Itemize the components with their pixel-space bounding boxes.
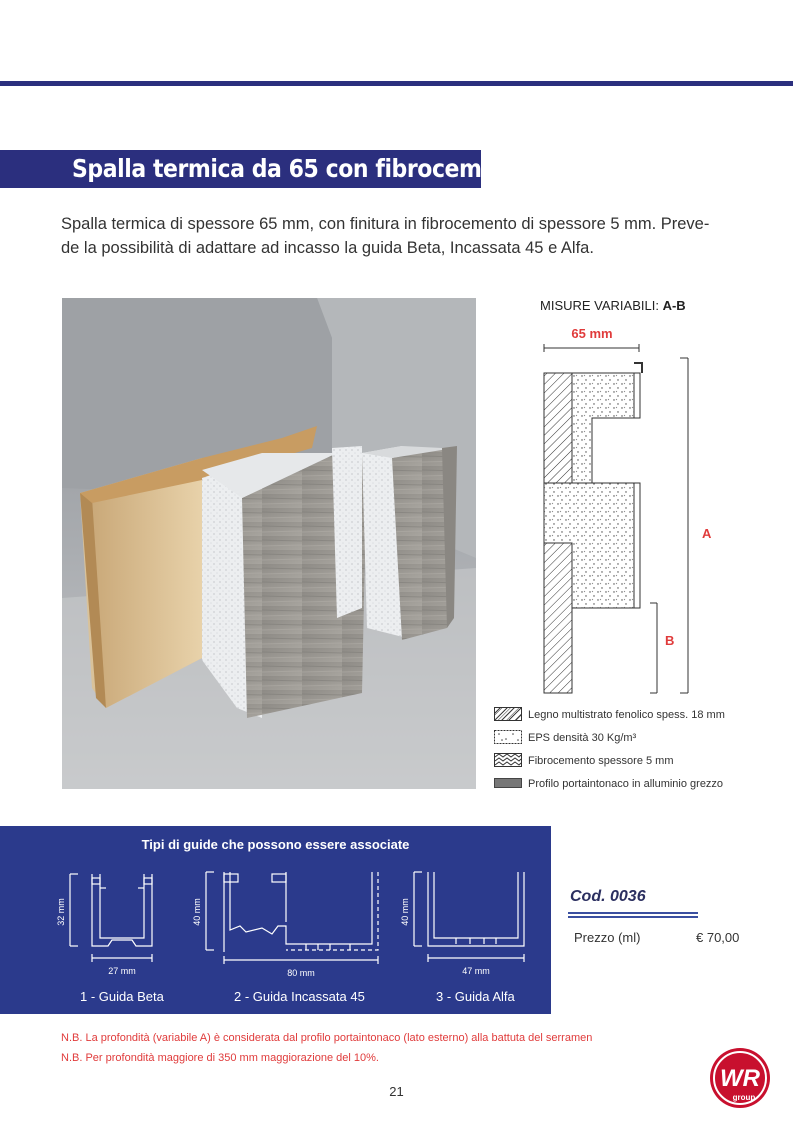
price-value: € 70,00 — [696, 930, 740, 945]
guida-alfa-name: 3 - Guida Alfa — [436, 989, 515, 1004]
width-dimension-label: 65 mm — [571, 326, 613, 341]
guides-panel — [0, 826, 551, 1014]
guida-alfa-width: 47 mm — [462, 966, 490, 976]
description-line-1: Spalla termica di spessore 65 mm, con finitura in fibrocemento di spessore 5 mm. Preve- — [61, 215, 710, 233]
product-code: Cod. 0036 — [570, 888, 646, 905]
guida-beta-name: 1 - Guida Beta — [80, 989, 164, 1004]
guides-drawings — [0, 826, 551, 986]
guida-incassata-height: 40 mm — [192, 898, 202, 926]
guida-incassata-name: 2 - Guida Incassata 45 — [234, 989, 365, 1004]
guides-heading: Tipi di guide che possono essere associate — [141, 837, 410, 852]
dots-icon — [494, 730, 522, 744]
hatch-diagonal-icon — [494, 707, 522, 721]
description — [61, 212, 741, 260]
top-rule — [0, 81, 793, 86]
product-render-image — [62, 298, 476, 789]
guida-incassata-45-profile-icon — [224, 872, 378, 952]
section-drawing — [500, 318, 730, 703]
guida-beta-width: 27 mm — [108, 966, 136, 976]
svg-text:WR: WR — [720, 1065, 760, 1092]
page-title: Spalla termica da 65 con fibrocemento — [72, 154, 536, 183]
guida-alfa-profile-icon — [428, 872, 524, 946]
note-2: N.B. Per profondità maggiore di 350 mm maggiorazione del 10%. — [61, 1052, 379, 1064]
wr-group-logo — [706, 1046, 776, 1110]
product-code-underline — [568, 912, 698, 920]
dimension-b-label: B — [665, 633, 675, 648]
guida-alfa-height: 40 mm — [400, 898, 410, 926]
misure-variabili-label: MISURE VARIABILI: A-B — [540, 298, 686, 313]
guida-beta-profile-icon — [92, 874, 152, 946]
guida-beta-height: 32 mm — [56, 898, 66, 926]
guida-incassata-width: 80 mm — [287, 968, 315, 978]
zigzag-icon — [494, 753, 522, 767]
solid-grey-icon — [494, 776, 522, 790]
svg-text:group: group — [732, 1093, 756, 1102]
description-line-2: de la possibilità di adattare ad incasso la guida Beta, Incassata 45 e Alfa. — [61, 239, 594, 257]
dimension-a-label: A — [702, 526, 712, 541]
page-number: 21 — [389, 1084, 404, 1099]
price-label: Prezzo (ml) — [574, 930, 641, 945]
title-banner — [0, 150, 536, 188]
note-1: N.B. La profondità (variabile A) è considerata dal profilo portaintonaco (lato esterno) alla battuta del serramen — [61, 1032, 593, 1044]
